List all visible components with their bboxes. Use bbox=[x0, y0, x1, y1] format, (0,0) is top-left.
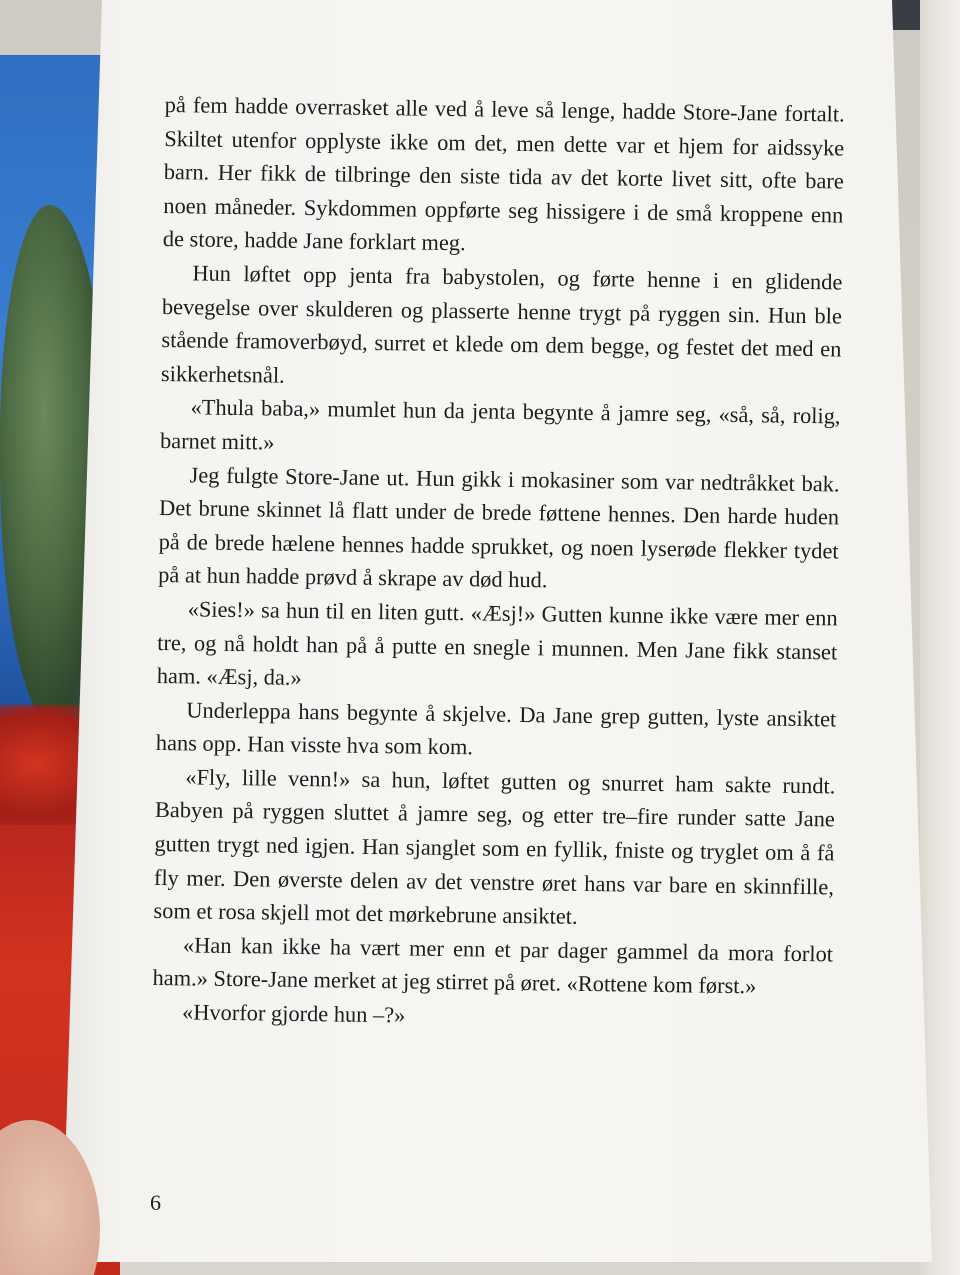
page-number: 6 bbox=[150, 1190, 161, 1215]
paragraph: Hun løftet opp jenta fra babystolen, og førte henne i en glidende bevegelse over skulderen og plasserte henne trygt på ryggen sin. Hun ble stående framoverbøyd, surret et klede om dem begge, og festet det med en sikkerhetsnål. bbox=[160, 260, 843, 388]
paragraph: «Fly, lille venn!» sa hun, løftet gutten og snurret ham sakte rundt. Babyen på ryggen sluttet å jamre seg, og etter tre–fire runder satte Jane gutten trygt ned igjen. Han sjanglet som en fyllik, fniste og tryglet om å få fly mer. Den øverste delen av det venstre øret hans var bare en skinnfille, som et rosa skjell mot det mørkebrune ansiktet. bbox=[153, 764, 836, 930]
page-text bbox=[152, 88, 845, 1038]
paragraph: «Hvorfor gjorde hun –?» bbox=[181, 999, 406, 1028]
paragraph: «Han kan ikke ha vært mer enn et par dager gammel da mora forlot ham.» Store-Jane merket at jeg stirret på øret. «Rottene kom først.» bbox=[152, 932, 834, 999]
paragraph: «Thula baba,» mumlet hun da jenta begynte å jamre seg, «så, så, rolig, barnet mitt.» bbox=[159, 394, 841, 455]
paragraph: Jeg fulgte Store-Jane ut. Hun gikk i mokasiner som var nedtråkket bak. Det brune skinnet lå flatt under de brede føttene hennes. Den harde huden på de brede hælene hennes hadde sprukket, og noen lyserøde flekker tydet på at hun hadde prøvd å skrape av død hud. bbox=[158, 461, 840, 593]
paragraph: «Sies!» sa hun til en liten gutt. «Æsj!» Gutten kunne ikke være mer enn tre, og nå holdt han på å putte en snegle i munnen. Men Jane fikk stanset ham. «Æsj, da.» bbox=[156, 596, 838, 691]
paragraph: Underleppa hans begynte å skjelve. Da Jane grep gutten, lyste ansiktet hans opp. Han visste hva som kom. bbox=[155, 697, 837, 760]
paragraph: på fem hadde overrasket alle ved å leve så lenge, hadde Store-Jane fortalt. Skiltet utenfor opplyste ikke om det, men dette var et hjem for aidssyke barn. Her fikk de tilbringe den siste tida av det korte livet sitt, ofte bare noen måneder. Sykdommen oppførte seg hissigere i de små kroppene enn de store, hadde Jane forklart meg. bbox=[162, 91, 845, 256]
